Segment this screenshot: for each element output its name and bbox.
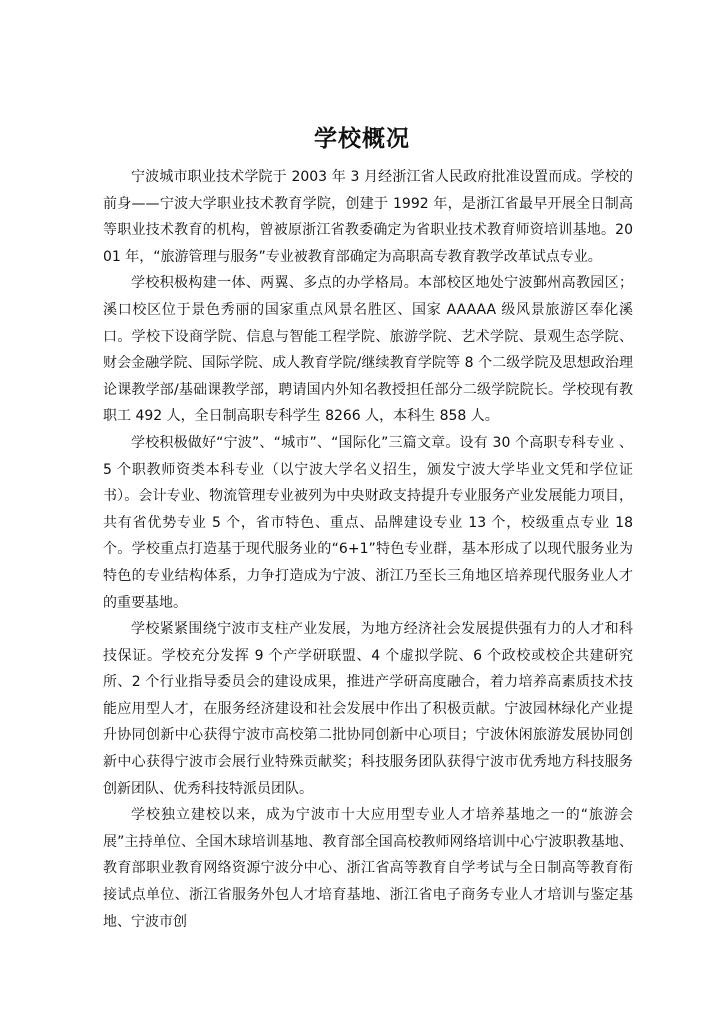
- paragraph-bases: 学校独立建校以来，成为宁波市十大应用型专业人才培养基地之一的“旅游会展”主持单位、全国木球培训基地、教育部全国高校教师网络培训中心宁波职教基地、教育部职业教育网络资源宁波分中心、浙江省高等教育自学考试与全日制高等教育衔接试点单位、浙江省服务外包人才培育基地、浙江省电子商务专业人才培训与鉴定基地、宁波市创: [103, 807, 633, 930]
- document-body: [103, 164, 633, 935]
- paragraph-majors: 学校积极做好“宁波”、“城市”、“国际化”三篇文章。设有 30 个高职专科专业 、5 个职教师资类本科专业（以宁波大学名义招生，颁发宁波大学毕业文凭和学位证书）。会计专业、物流管理专业被列为中央财政支持提升专业服务产业发展能力项目，共有省优势专业 5 个，省市特色、重点、品牌建设专业 13 个，校级重点专业 18 个。学校重点打造基于现代服务业的“6+1”特色专业群，基本形成了以现代服务业为特色的专业结构体系，力争打造成为宁波、浙江乃至长三角地区培养现代服务业人才的重要基地。: [103, 434, 633, 611]
- paragraph-campus: 学校积极构建一体、两翼、多点的办学格局。本部校区地处宁波鄞州高教园区；溪口校区位于景色秀丽的国家重点风景名胜区、国家 AAAAA 级风景旅游区奉化溪口。学校下设商学院、信息与智能工程学院、旅游学院、艺术学院、景观生态学院、财会金融学院、国际学院、成人教育学院/继续教育学院等 8 个二级学院及思想政治理论课教学部/基础课教学部，聘请国内外知名教授担任部分二级学院院长。学校现有教职工 492 人，全日制高职专科学生 8266 人，本科生 858 人。: [103, 275, 633, 425]
- page-title: 学校概况: [314, 126, 410, 152]
- paragraph-industry: 学校紧紧围绕宁波市支柱产业发展，为地方经济社会发展提供强有力的人才和科技保证。学校充分发挥 9 个产学研联盟、4 个虚拟学院、6 个政校或校企共建研究所、2 个行业指导委员会的建设成果，推进产学研高度融合，着力培养高素质技术技能应用型人才，在服务经济建设和社会发展中作出了积极贡献。宁波园林绿化产业提升协同创新中心获得宁波市高校第二批协同创新中心项目；宁波休闲旅游发展协同创新中心获得宁波市会展行业特殊贡献奖；科技服务团队获得宁波市优秀地方科技服务创新团队、优秀科技特派员团队。: [103, 621, 633, 797]
- paragraph-history: 宁波城市职业技术学院于 2003 年 3 月经浙江省人民政府批准设置而成。学校的前身——宁波大学职业技术教育学院，创建于 1992 年，是浙江省最早开展全日制高等职业技术教育的机构，曾被原浙江省教委确定为省职业技术教育师资培训基地。2001 年，“旅游管理与服务”专业被教育部确定为高职高专教育教学改革试点专业。: [103, 169, 633, 265]
